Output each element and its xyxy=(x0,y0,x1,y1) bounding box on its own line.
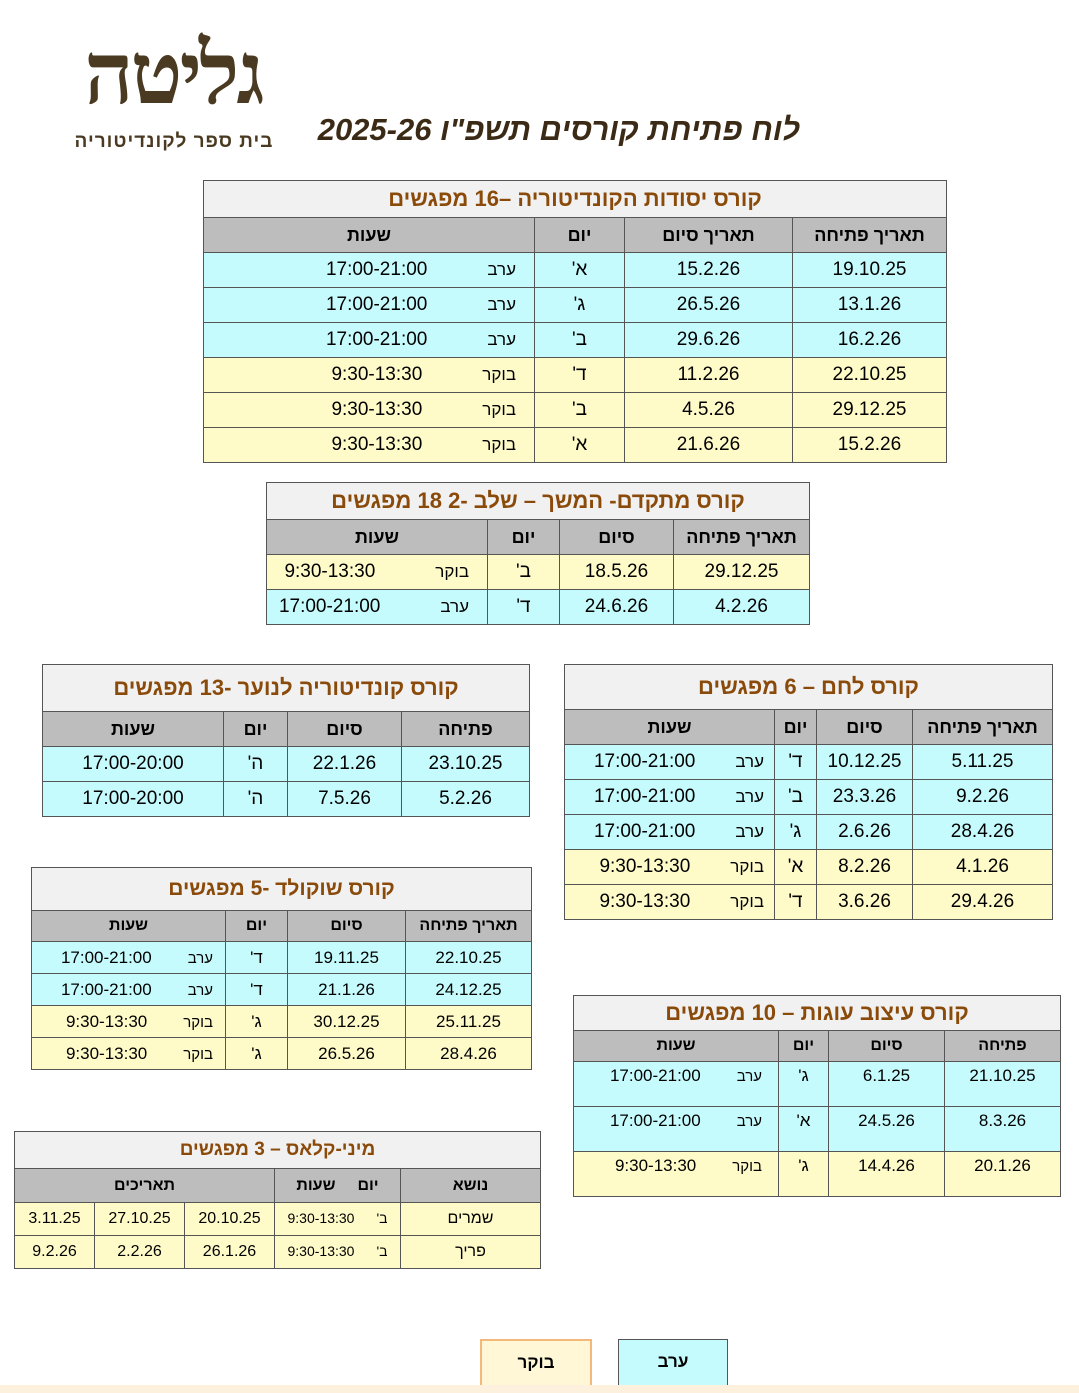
hours-cell xyxy=(204,323,535,358)
hours: 9:30-13:30 xyxy=(287,1210,355,1226)
hours: 17:00-21:00 xyxy=(325,329,428,350)
course-table-mini-class xyxy=(14,1131,541,1269)
hours: 9:30-13:30 xyxy=(287,1243,355,1259)
slot-label: בוקר xyxy=(730,857,764,876)
slot-label: ערב xyxy=(487,330,516,349)
slot-label: בוקר xyxy=(730,892,764,911)
course-table-advanced xyxy=(266,482,810,625)
hours: 17:00-21:00 xyxy=(325,294,428,315)
day: ד' xyxy=(226,974,288,1006)
header-start: פתיחה xyxy=(945,1031,1061,1062)
day: ג' xyxy=(775,815,817,850)
course-table-basics xyxy=(203,180,947,463)
slot-label: ערב xyxy=(736,1068,762,1085)
table-row xyxy=(267,590,810,625)
course-table-youth xyxy=(42,664,530,817)
schedule-table xyxy=(203,217,947,463)
start-date: 4.1.26 xyxy=(913,850,1053,885)
schedule-table xyxy=(14,1168,541,1269)
header-day: יום xyxy=(775,710,817,745)
start-date: 15.2.26 xyxy=(793,428,947,463)
end-date: 11.2.26 xyxy=(625,358,793,393)
hours: 17:00-21:00 xyxy=(325,259,428,280)
end-date: 19.11.25 xyxy=(288,942,406,974)
hours-cell xyxy=(565,780,775,815)
topic: פריך xyxy=(401,1236,541,1269)
table-row xyxy=(204,253,947,288)
start-date: 28.4.26 xyxy=(406,1038,532,1070)
slot-label: ערב xyxy=(735,787,764,806)
table-row xyxy=(204,428,947,463)
hours-cell xyxy=(204,393,535,428)
slot-label: בוקר xyxy=(435,562,469,581)
header-start: תאריך פתיחה xyxy=(793,218,947,253)
end-date: 24.5.26 xyxy=(829,1107,945,1152)
end-date: 7.5.26 xyxy=(288,782,402,817)
date: 20.10.25 xyxy=(185,1203,275,1236)
slot-label: ערב xyxy=(736,1113,762,1130)
end-date: 22.1.26 xyxy=(288,747,402,782)
header-hours: שעות xyxy=(296,1176,336,1194)
header-dates: תאריכים xyxy=(15,1169,275,1203)
table-row xyxy=(15,1236,541,1269)
start-date: 5.2.26 xyxy=(402,782,530,817)
hours-cell xyxy=(204,428,535,463)
slot-label: בוקר xyxy=(183,1045,213,1063)
header-end: סיום xyxy=(560,520,674,555)
start-date: 22.10.25 xyxy=(793,358,947,393)
course-title: קורס שוקולד -5 מפגשים xyxy=(31,867,532,910)
start-date: 5.11.25 xyxy=(913,745,1053,780)
end-date: 21.1.26 xyxy=(288,974,406,1006)
header-start: תאריך פתיחה xyxy=(913,710,1053,745)
hours: 9:30-13:30 xyxy=(65,1043,148,1063)
day: ב' xyxy=(535,323,625,358)
day: ג' xyxy=(779,1062,829,1107)
end-date: 24.6.26 xyxy=(560,590,674,625)
slot-label: בוקר xyxy=(732,1158,762,1175)
hours: 9:30-13:30 xyxy=(331,434,423,455)
day: ה' xyxy=(224,747,288,782)
table-row xyxy=(565,850,1053,885)
slot-label: בוקר xyxy=(183,1013,213,1031)
header-end: תאריך סיום xyxy=(625,218,793,253)
day: א' xyxy=(535,253,625,288)
end-date: 3.6.26 xyxy=(817,885,913,920)
slot-label: בוקר xyxy=(482,365,516,384)
course-title: קורס קונדיטוריה לנוער -13 מפגשים xyxy=(42,664,530,711)
hours-cell xyxy=(565,850,775,885)
day: א' xyxy=(779,1107,829,1152)
table-row xyxy=(32,1038,532,1070)
table-row xyxy=(43,747,530,782)
date: 27.10.25 xyxy=(95,1203,185,1236)
start-date: 24.12.25 xyxy=(406,974,532,1006)
slot-label: ערב xyxy=(487,295,516,314)
slot-label: ערב xyxy=(187,981,213,999)
table-row xyxy=(204,358,947,393)
end-date: 26.5.26 xyxy=(625,288,793,323)
table-header-row xyxy=(15,1169,541,1203)
end-date: 8.2.26 xyxy=(817,850,913,885)
hours: 9:30-13:30 xyxy=(331,364,423,385)
hours: 9:30-13:30 xyxy=(284,561,376,582)
day: א' xyxy=(535,428,625,463)
header-start: תאריך פתיחה xyxy=(674,520,810,555)
hours-cell xyxy=(267,555,488,590)
date: 9.2.26 xyxy=(15,1236,95,1269)
hours: 17:00-21:00 xyxy=(593,821,696,842)
table-header-row xyxy=(574,1031,1061,1062)
slot-label: ערב xyxy=(735,822,764,841)
start-date: 9.2.26 xyxy=(913,780,1053,815)
page-title: לוח פתיחת קורסים תשפ"ו 2025-26 xyxy=(317,112,800,147)
hours-cell xyxy=(574,1152,779,1197)
day: ג' xyxy=(226,1038,288,1070)
start-date: 4.2.26 xyxy=(674,590,810,625)
table-row xyxy=(32,942,532,974)
table-header-row xyxy=(565,710,1053,745)
table-row xyxy=(204,323,947,358)
hours-cell xyxy=(32,974,226,1006)
end-date: 21.6.26 xyxy=(625,428,793,463)
table-row xyxy=(565,885,1053,920)
end-date: 2.6.26 xyxy=(817,815,913,850)
table-row xyxy=(574,1152,1061,1197)
hours-cell xyxy=(32,1038,226,1070)
hours-cell xyxy=(565,815,775,850)
header-start: תאריך פתיחה xyxy=(406,911,532,942)
header-hours: שעות xyxy=(32,911,226,942)
hours: 17:00-21:00 xyxy=(593,786,696,807)
date: 2.2.26 xyxy=(95,1236,185,1269)
header-day: יום xyxy=(224,712,288,747)
header-hours: שעות xyxy=(43,712,224,747)
start-date: 23.10.25 xyxy=(402,747,530,782)
table-row xyxy=(267,555,810,590)
bottom-strip xyxy=(0,1385,1079,1393)
brand-logo: גליטה xyxy=(84,23,262,124)
header-end: סיום xyxy=(817,710,913,745)
schedule-table xyxy=(31,910,532,1070)
start-date: 19.10.25 xyxy=(793,253,947,288)
hours-cell xyxy=(574,1107,779,1152)
hours-cell xyxy=(32,1006,226,1038)
table-row xyxy=(15,1203,541,1236)
course-table-chocolate xyxy=(31,867,532,1070)
hours: 9:30-13:30 xyxy=(331,399,423,420)
start-date: 20.1.26 xyxy=(945,1152,1061,1197)
header-end: סיום xyxy=(288,911,406,942)
table-row xyxy=(565,745,1053,780)
table-row xyxy=(204,393,947,428)
legend-morning: בוקר xyxy=(480,1339,592,1391)
day: ג' xyxy=(779,1152,829,1197)
day: א' xyxy=(775,850,817,885)
schedule-table xyxy=(573,1030,1061,1197)
day-hours-cell xyxy=(275,1203,401,1236)
end-date: 30.12.25 xyxy=(288,1006,406,1038)
start-date: 29.4.26 xyxy=(913,885,1053,920)
slot-label: ערב xyxy=(735,752,764,771)
header-end: סיום xyxy=(288,712,402,747)
table-row xyxy=(565,815,1053,850)
day: ג' xyxy=(535,288,625,323)
start-date: 21.10.25 xyxy=(945,1062,1061,1107)
date: 3.11.25 xyxy=(15,1203,95,1236)
header-start: פתיחה xyxy=(402,712,530,747)
table-row xyxy=(32,1006,532,1038)
header-hours: שעות xyxy=(574,1031,779,1062)
legend-evening: ערב xyxy=(618,1339,728,1389)
start-date: 13.1.26 xyxy=(793,288,947,323)
header-hours: שעות xyxy=(267,520,488,555)
header-topic: נושא xyxy=(401,1169,541,1203)
course-title: קורס עיצוב עוגות – 10 מפגשים xyxy=(573,995,1061,1030)
course-title: קורס לחם – 6 מפגשים xyxy=(564,664,1053,709)
day: ב' xyxy=(775,780,817,815)
day: ד' xyxy=(488,590,560,625)
slot-label: ערב xyxy=(487,260,516,279)
day: ב' xyxy=(488,555,560,590)
header-day: יום xyxy=(357,1176,379,1194)
slot-label: בוקר xyxy=(482,435,516,454)
day: ה' xyxy=(224,782,288,817)
day: ד' xyxy=(775,745,817,780)
table-row xyxy=(565,780,1053,815)
end-date: 23.3.26 xyxy=(817,780,913,815)
course-title: קורס יסודות הקונדיטוריה –16 מפגשים xyxy=(203,180,947,217)
hours: 9:30-13:30 xyxy=(65,1011,148,1031)
course-table-bread xyxy=(564,664,1053,920)
course-table-cake-design xyxy=(573,995,1061,1197)
table-row xyxy=(574,1062,1061,1107)
hours-cell xyxy=(204,288,535,323)
header-hours: שעות xyxy=(204,218,535,253)
table-row xyxy=(32,974,532,1006)
hours: 9:30-13:30 xyxy=(599,891,691,912)
hours: 17:00-21:00 xyxy=(609,1111,701,1130)
hours-cell xyxy=(32,942,226,974)
header-day: יום xyxy=(226,911,288,942)
hours: 9:30-13:30 xyxy=(614,1156,697,1175)
table-row xyxy=(43,782,530,817)
hours-cell xyxy=(574,1062,779,1107)
header-day: יום xyxy=(779,1031,829,1062)
brand-subtitle: בית ספר לקונדיטוריה xyxy=(74,131,274,152)
header-end: סיום xyxy=(829,1031,945,1062)
end-date: 15.2.26 xyxy=(625,253,793,288)
end-date: 29.6.26 xyxy=(625,323,793,358)
hours-cell xyxy=(204,358,535,393)
topic: שמרים xyxy=(401,1203,541,1236)
slot-label: בוקר xyxy=(482,400,516,419)
hours: 17:00-21:00 xyxy=(609,1066,701,1085)
header-day: יום xyxy=(488,520,560,555)
start-date: 28.4.26 xyxy=(913,815,1053,850)
day-hours-cell xyxy=(275,1236,401,1269)
table-header-row xyxy=(43,712,530,747)
day: ב' xyxy=(535,393,625,428)
hours-cell xyxy=(204,253,535,288)
start-date: 29.12.25 xyxy=(793,393,947,428)
hours-cell xyxy=(565,745,775,780)
day: ג' xyxy=(226,1006,288,1038)
header-day: יום xyxy=(535,218,625,253)
day: ד' xyxy=(775,885,817,920)
end-date: 26.5.26 xyxy=(288,1038,406,1070)
hours: 17:00-21:00 xyxy=(60,979,152,999)
schedule-table xyxy=(42,711,530,817)
hours-cell xyxy=(565,885,775,920)
start-date: 8.3.26 xyxy=(945,1107,1061,1152)
hours: 17:00-20:00 xyxy=(43,747,224,782)
end-date: 18.5.26 xyxy=(560,555,674,590)
start-date: 16.2.26 xyxy=(793,323,947,358)
slot-label: ערב xyxy=(187,949,213,967)
date: 26.1.26 xyxy=(185,1236,275,1269)
table-header-row xyxy=(32,911,532,942)
day: ד' xyxy=(535,358,625,393)
day: ב' xyxy=(376,1243,388,1259)
start-date: 22.10.25 xyxy=(406,942,532,974)
slot-label: ערב xyxy=(440,597,469,616)
day: ב' xyxy=(376,1210,388,1226)
course-title: קורס מתקדם- המשך – שלב -2 18 מפגשים xyxy=(266,482,810,519)
day: ד' xyxy=(226,942,288,974)
header-hours: שעות xyxy=(565,710,775,745)
table-row xyxy=(204,288,947,323)
hours-cell xyxy=(267,590,488,625)
table-row xyxy=(574,1107,1061,1152)
start-date: 25.11.25 xyxy=(406,1006,532,1038)
hours: 17:00-21:00 xyxy=(593,751,696,772)
hours: 17:00-21:00 xyxy=(60,947,152,967)
course-title: מיני-קלאס – 3 מפגשים xyxy=(14,1131,541,1168)
hours: 9:30-13:30 xyxy=(599,856,691,877)
table-header-row xyxy=(204,218,947,253)
hours: 17:00-20:00 xyxy=(43,782,224,817)
schedule-table xyxy=(564,709,1053,920)
end-date: 4.5.26 xyxy=(625,393,793,428)
end-date: 14.4.26 xyxy=(829,1152,945,1197)
hours: 17:00-21:00 xyxy=(278,596,381,617)
table-header-row xyxy=(267,520,810,555)
end-date: 6.1.25 xyxy=(829,1062,945,1107)
start-date: 29.12.25 xyxy=(674,555,810,590)
end-date: 10.12.25 xyxy=(817,745,913,780)
schedule-table xyxy=(266,519,810,625)
header-day-hours xyxy=(275,1169,401,1203)
